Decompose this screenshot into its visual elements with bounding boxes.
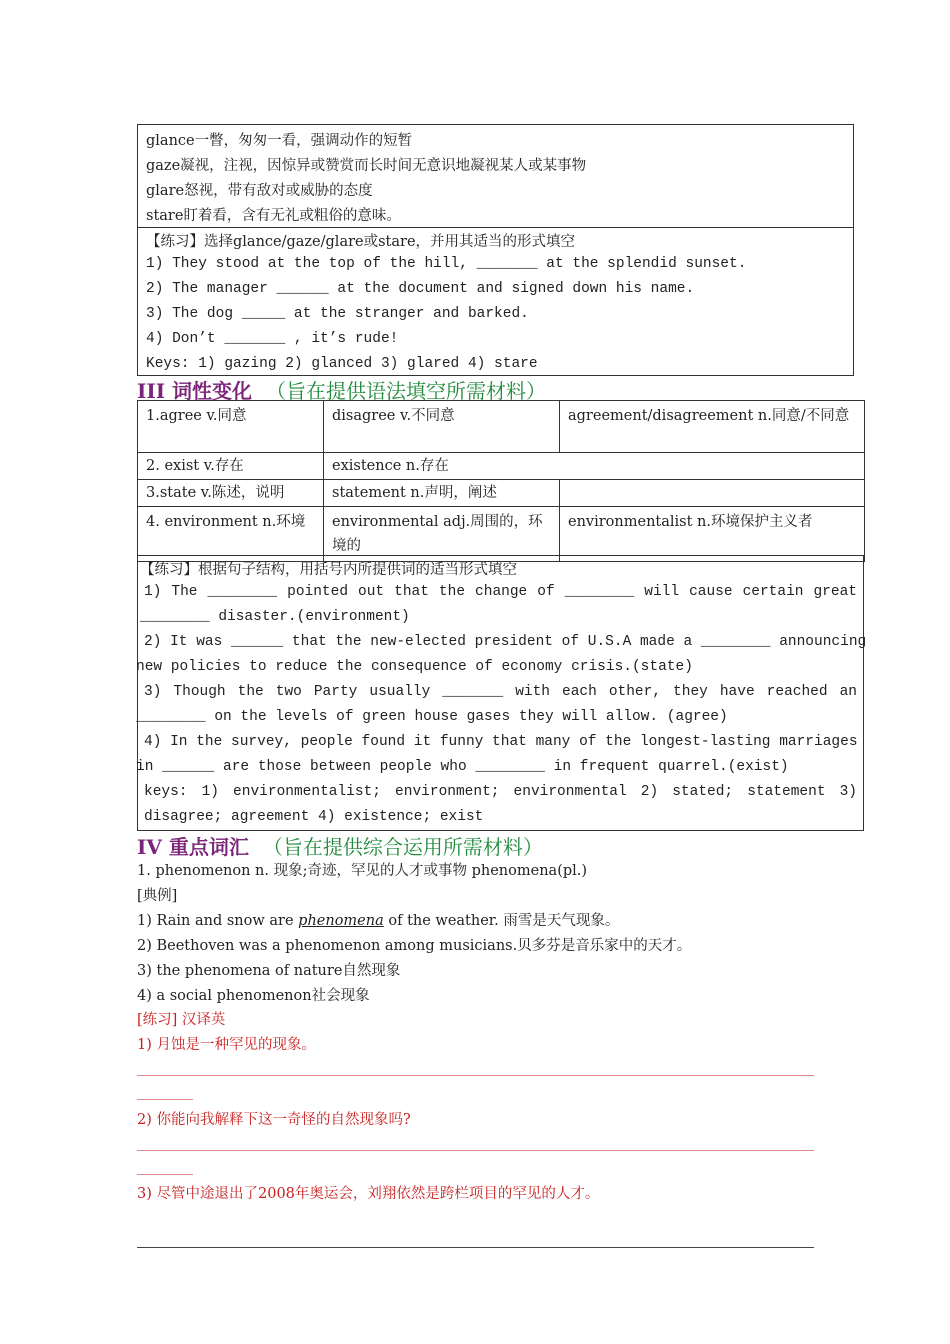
answer-line — [137, 1174, 193, 1175]
example-label: [典例] — [137, 888, 178, 904]
def-glance: glance一瞥，匆匆一看，强调动作的短暂 — [146, 133, 413, 149]
table-cell: 1.agree v.同意 — [138, 401, 324, 453]
table-cell — [560, 480, 865, 507]
table-cell: 2. exist v.存在 — [138, 453, 324, 480]
example-2: 2) Beethoven was a phenomenon among musicians.贝多芬是音乐家中的天才。 — [137, 938, 692, 954]
example-4: 4) a social phenomenon社会现象 — [137, 988, 370, 1004]
exercise-item: 2) The manager ______ at the document and signed down his name. — [146, 281, 695, 297]
table-row — [138, 507, 865, 562]
exercise-line: 1) The ________ pointed out that the change of ________ will cause certain great — [144, 584, 857, 600]
exercise-title: 【练习】选择glance/gaze/glare或stare，并用其适当的形式填空 — [146, 234, 576, 250]
table-row — [138, 480, 865, 507]
table-row — [138, 401, 865, 453]
def-stare: stare盯着看，含有无礼或粗俗的意味。 — [146, 208, 401, 224]
example-1-post: of the weather. 雨雪是天气现象。 — [383, 913, 620, 929]
table-cell: agreement/disagreement n.同意/不同意 — [560, 401, 865, 453]
exercise-item: 4) Don’t _______ , it’s rude! — [146, 331, 399, 347]
exercise-box-2 — [136, 555, 867, 831]
table-cell: environmentalist n.环境保护主义者 — [560, 507, 865, 562]
section-3-title: III 词性变化 — [137, 379, 253, 403]
exercise-line: 4) In the survey, people found it funny that many of the longest-lasting marriages — [144, 734, 858, 750]
exercise-item: 1) They stood at the top of the hill, _______ at the splendid sunset. — [146, 256, 747, 272]
answer-line — [137, 1075, 814, 1076]
definition-box — [137, 124, 854, 228]
answer-line — [137, 1247, 814, 1248]
exercise-line: 3) Though the two Party usually _______ with each other, they have reached an — [144, 684, 857, 700]
exercise-line: 2) It was ______ that the new-elected president of U.S.A made a ________ announcing — [144, 634, 867, 650]
table-cell: statement n.声明，阐述 — [324, 480, 560, 507]
example-1 — [137, 909, 619, 930]
exercise-line: new policies to reduce the consequence of economy crisis.(state) — [136, 659, 693, 675]
practice-question-1: 1) 月蚀是一种罕见的现象。 — [137, 1037, 316, 1053]
word-form-table — [137, 400, 865, 562]
table-cell: 3.state v.陈述，说明 — [138, 480, 324, 507]
table-row — [138, 453, 865, 480]
exercise-keys: Keys: 1) gazing 2) glanced 3) glared 4) stare — [146, 356, 538, 372]
section-4-heading — [137, 831, 543, 860]
practice-question-3: 3) 尽管中途退出了2008年奥运会，刘翔依然是跨栏项目的罕见的人才。 — [137, 1186, 600, 1202]
table-cell: disagree v.不同意 — [324, 401, 560, 453]
exercise-line: in ______ are those between people who ________ in frequent quarrel.(exist) — [136, 759, 789, 775]
exercise-line: ________ on the levels of green house gases they will allow. (agree) — [136, 709, 728, 725]
exercise-keys: keys: 1) environmentalist; environment; environmental 2) stated; statement 3) — [144, 784, 857, 800]
section-4-title: IV 重点词汇 — [137, 835, 249, 859]
example-1-pre: 1) Rain and snow are — [137, 913, 299, 929]
vocab-entry: 1. phenomenon n. 现象;奇迹，罕见的人才或事物 phenomena(pl.) — [137, 863, 588, 879]
exercise-line: ________ disaster.(environment) — [140, 609, 410, 625]
practice-label: [练习] 汉译英 — [137, 1012, 226, 1028]
table-cell: 4. environment n.环境 — [138, 507, 324, 562]
exercise-item: 3) The dog _____ at the stranger and barked. — [146, 306, 529, 322]
table-cell: environmental adj.周围的，环境的 — [324, 507, 560, 562]
table-cell: existence n.存在 — [324, 453, 865, 480]
def-glare: glare怒视，带有敌对或威胁的态度 — [146, 183, 373, 199]
practice-question-2: 2) 你能向我解释下这一奇怪的自然现象吗? — [137, 1112, 411, 1128]
section-3-subtitle: （旨在提供语法填空所需材料） — [266, 379, 547, 403]
exercise-box-1 — [137, 227, 854, 376]
exercise-title: 【练习】根据句子结构，用括号内所提供词的适当形式填空 — [140, 562, 517, 578]
example-3: 3) the phenomena of nature自然现象 — [137, 963, 401, 979]
exercise-keys: disagree; agreement 4) existence; exist — [144, 809, 484, 825]
section-4-subtitle: （旨在提供综合运用所需材料） — [262, 835, 543, 859]
example-1-keyword: phenomena — [298, 913, 384, 929]
def-gaze: gaze凝视，注视，因惊异或赞赏而长时间无意识地凝视某人或某事物 — [146, 158, 587, 174]
answer-line — [137, 1099, 193, 1100]
answer-line — [137, 1150, 814, 1151]
